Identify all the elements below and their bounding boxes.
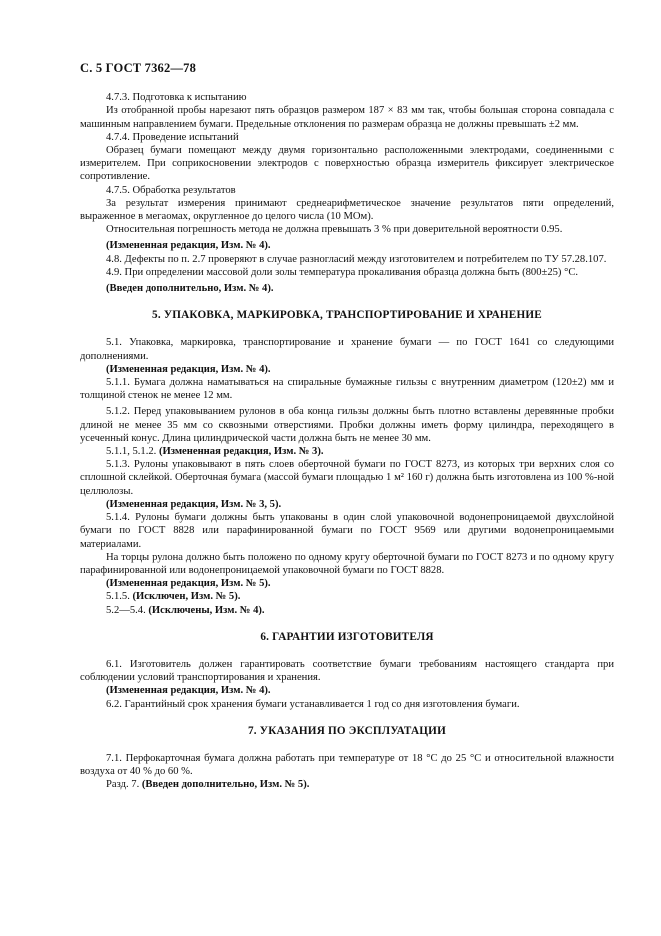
section-5-title: 5. УПАКОВКА, МАРКИРОВКА, ТРАНСПОРТИРОВАНИЕ И ХРАНЕНИЕ — [152, 309, 542, 322]
clause-4-8-text: 4.8. Дефекты по п. 2.7 проверяют в случае разногласий между изготовителем и потребителем по ТУ 57.28.107. — [106, 253, 607, 265]
clause-5-1-5-note — [80, 590, 614, 603]
document-page — [80, 62, 614, 792]
amendment-note: (Измененная редакция, Изм. № 3). — [158, 446, 324, 458]
clause-4-7-5-error-text: Относительная погрешность метода не должна превышать 3 % при доверительной вероятности 0.95. — [106, 224, 563, 236]
clause-4-7-4-heading: 4.7.4. Проведение испытаний — [106, 131, 239, 143]
clause-5-1-3-text: 5.1.3. Рулоны упаковывают в пять слоев оберточной бумаги по ГОСТ 8273, из которых три верхних слоя со сплошной склейкой. Оберточная бумага (массой бумаги площадью 1 м² 160 г) должна быть изготовлена из 100 %-ной целлюлозы. — [80, 459, 614, 497]
clause-5-1-4-text: 5.1.4. Рулоны бумаги должны быть упакованы в один слой упаковочной водонепроницаемой двухслойной бумаги по ГОСТ 8828 или парафинированной бумаги по ГОСТ 9569 или другими водонепроницаемыми материалами. — [80, 512, 614, 550]
clause-number: 5.2—5.4. — [106, 604, 149, 616]
section-6-title: 6. ГАРАНТИИ ИЗГОТОВИТЕЛЯ — [260, 630, 434, 643]
clause-4-7-4-text: Образец бумаги помещают между двумя горизонтально расположенными электродами, соединенными с измерителем. При соприкосновении электродов с поверхностью образца измеритель фиксирует электрическое сопротивление. — [80, 145, 614, 183]
clause-5-1-text: 5.1. Упаковка, маркировка, транспортирование и хранение бумаги — по ГОСТ 1641 со следующими дополнениями. — [80, 337, 614, 362]
added-note: (Введен дополнительно, Изм. № 5). — [141, 779, 310, 791]
clause-number: 5.1.1, 5.1.2. — [106, 446, 159, 458]
clause-5-1-4-ends-text: На торцы рулона должно быть положено по одному кругу оберточной бумаги по ГОСТ 8273 и по одному кругу парафинированной или водонепроницаемой упаковочной бумаги по ГОСТ 8828. — [80, 551, 614, 576]
clause-4-7-3-text: Из отобранной пробы нарезают пять образцов размером 187 × 83 мм так, чтобы большая сторона совпадала с машинным направлением бумаги. Предельные отклонения по размерам образца не должны превышать ±2 мм. — [80, 105, 614, 130]
clause-6-1-text: 6.1. Изготовитель должен гарантировать соответствие бумаги требованиям настоящего стандарта при соблюдении условий транспортирования и хранения. — [80, 658, 614, 684]
excluded-note: (Исключены, Изм. № 4). — [148, 604, 265, 616]
clause-5-2-5-4-note — [80, 604, 614, 617]
clause-7-1-text: 7.1. Перфокарточная бумага должна работать при температуре от 18 °С до 25 °С и относительной влажности воздуха от 40 % до 60 %. — [80, 752, 614, 778]
clause-6-2-text: 6.2. Гарантийный срок хранения бумаги устанавливается 1 год со дня изготовления бумаги. — [106, 698, 520, 710]
clause-5-1-2-text: 5.1.2. Перед упаковыванием рулонов в оба конца гильзы должны быть плотно вставлены деревянные пробки длиной не менее 35 мм со сквозными отверстиями. Пробки должны иметь форму цилиндра, переходящего в усеченный конус. Длина цилиндрической части должна быть не менее 30 мм. — [80, 406, 614, 444]
section-ref: Разд. 7. — [106, 779, 142, 791]
section-7-title: 7. УКАЗАНИЯ ПО ЭКСПЛУАТАЦИИ — [248, 724, 446, 737]
clause-5-1-1-5-1-2-note — [80, 445, 614, 458]
clause-4-7-5-text: За результат измерения принимают среднеарифметическое значение результатов пяти определений, выраженное в мегаомах, округленное до целого числа (10 МОм). — [80, 197, 614, 223]
amendment-note: (Измененная редакция, Изм. № 3, 5). — [106, 498, 282, 510]
excluded-note: (Исключен, Изм. № 5). — [132, 591, 241, 603]
amendment-note: (Введен дополнительно, Изм. № 4). — [106, 283, 274, 295]
amendment-note: (Измененная редакция, Изм. № 5). — [106, 578, 271, 590]
clause-4-9-text: 4.9. При определении массовой доли золы температура прокаливания образца должна быть (800±25) °С. — [106, 266, 579, 278]
amendment-note: (Измененная редакция, Изм. № 4). — [106, 240, 271, 252]
clause-number: 5.1.5. — [106, 591, 133, 603]
amendment-note: (Измененная редакция, Изм. № 4). — [106, 363, 271, 375]
section-7-note — [80, 778, 614, 791]
clause-4-7-3-heading: 4.7.3. Подготовка к испытанию — [106, 92, 247, 104]
clause-4-7-5-heading: 4.7.5. Обработка результатов — [106, 184, 236, 196]
clause-5-1-1-text: 5.1.1. Бумага должна наматываться на спиральные бумажные гильзы с внутренним диаметром (120±2) мм и толщиной стенок не менее 12 мм. — [80, 377, 614, 402]
page-header: С. 5 ГОСТ 7362—78 — [80, 61, 197, 75]
amendment-note: (Измененная редакция, Изм. № 4). — [106, 685, 271, 697]
